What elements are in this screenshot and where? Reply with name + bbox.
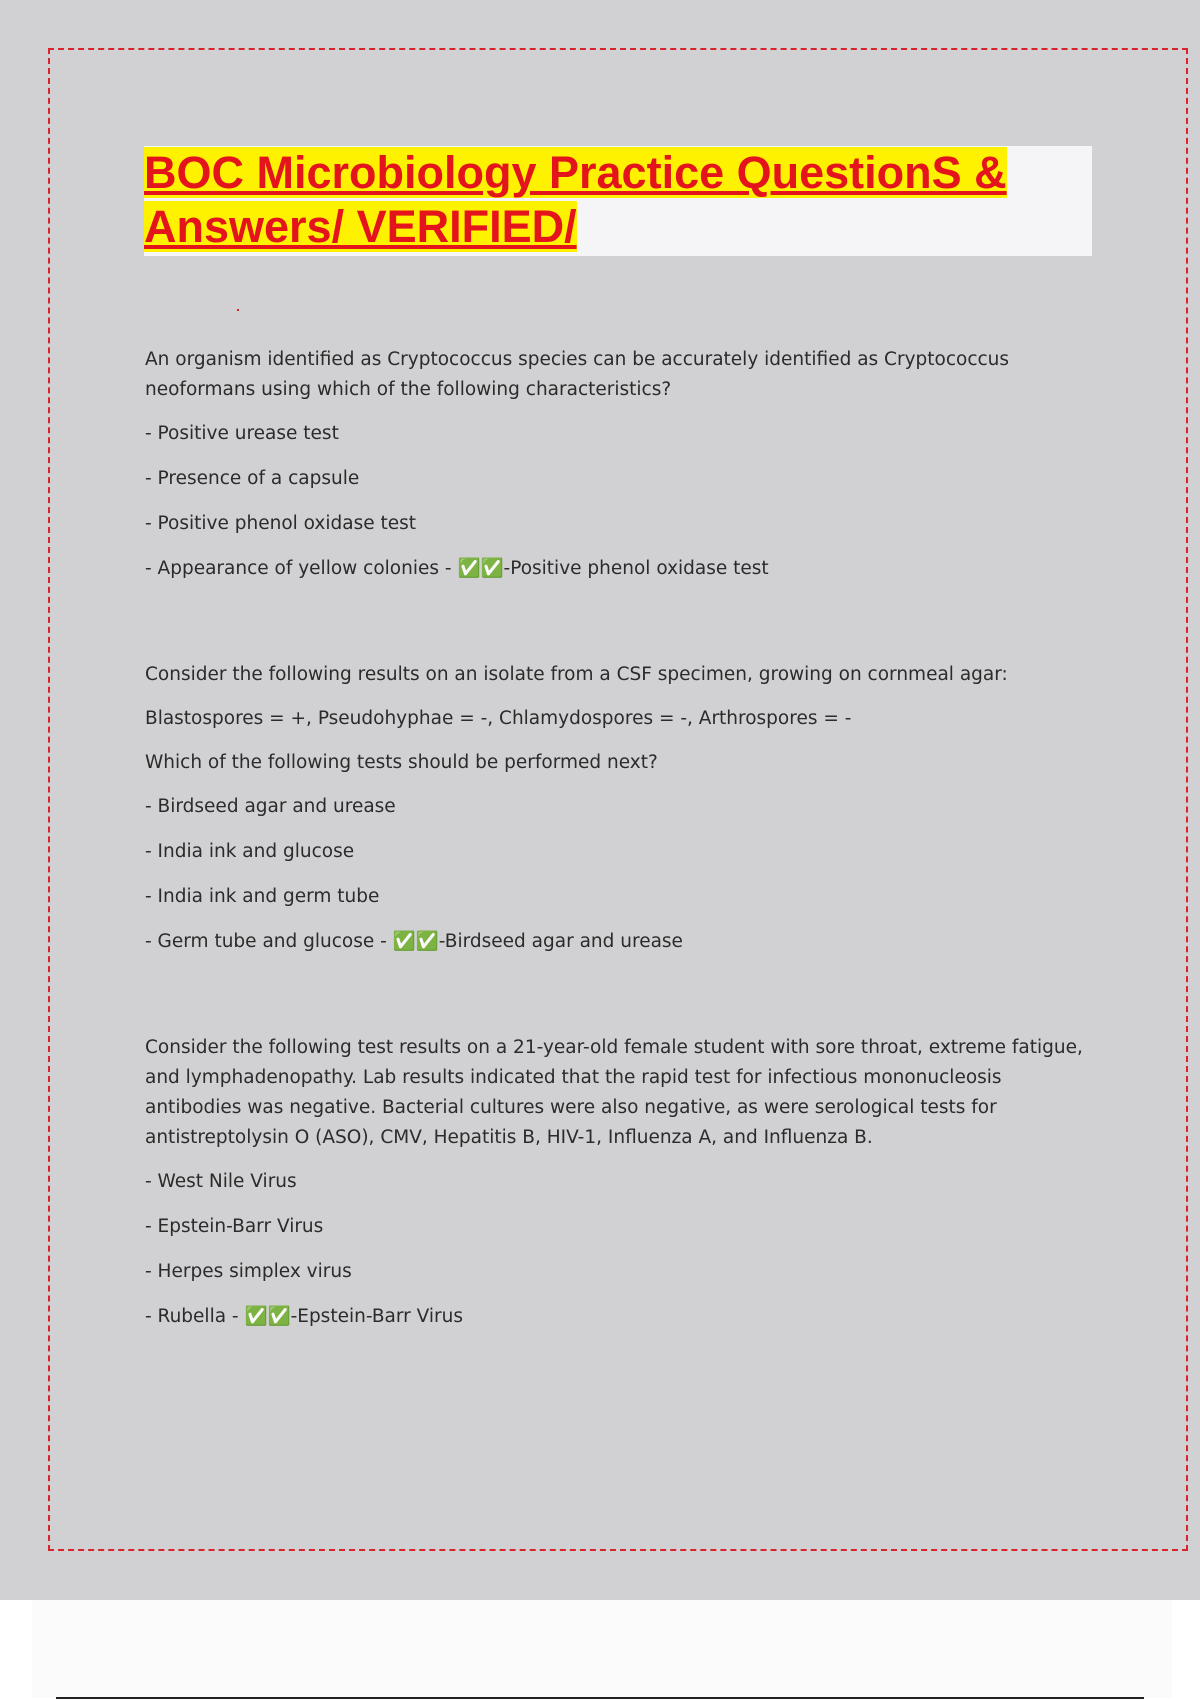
answer-text: -Epstein-Barr Virus: [290, 1306, 463, 1327]
next-page-area: [32, 1600, 1172, 1698]
option-with-answer: [145, 554, 1095, 584]
option: - India ink and germ tube: [145, 886, 380, 907]
option: - Presence of a capsule: [145, 468, 360, 489]
decorative-dot: [237, 309, 239, 311]
check-mark-icon: ✅✅: [457, 558, 504, 579]
option-with-answer: [145, 1302, 1095, 1332]
option: - Herpes simplex virus: [145, 1261, 352, 1282]
option: - Epstein-Barr Virus: [145, 1216, 324, 1237]
option: - Positive urease test: [145, 423, 339, 444]
questions-list: [145, 345, 1095, 1408]
check-mark-icon: ✅✅: [244, 1306, 291, 1327]
footer-divider: [56, 1697, 1144, 1699]
question-stem-results: Blastospores = +, Pseudohyphae = -, Chlamydospores = -, Arthrospores = -: [145, 708, 852, 729]
option: - India ink and glucose: [145, 841, 355, 862]
question-stem: An organism identified as Cryptococcus species can be accurately identified as Cryptococcus neoformans using which of the following characteristics?: [145, 349, 1010, 400]
question-3: [145, 1033, 1095, 1332]
title-box: [144, 146, 1092, 256]
option-with-answer: [145, 927, 1095, 957]
question-1: [145, 345, 1095, 584]
option-text: - Rubella -: [145, 1306, 239, 1327]
question-stem-prompt: Which of the following tests should be performed next?: [145, 752, 658, 773]
question-stem: Consider the following test results on a 21-year-old female student with sore throat, extreme fatigue, and lymphadenopathy. Lab results indicated that the rapid test for infectious mononucleosis antibodies was negative. Bacterial cultures were also negative, as were serological tests for antistreptolysin O (ASO), CMV, Hepatitis B, HIV-1, Influenza A, and Influenza B.: [145, 1037, 1083, 1148]
title-line-2: Answers/ VERIFIED/: [144, 201, 577, 252]
option-text: - Appearance of yellow colonies -: [145, 558, 452, 579]
answer-text: -Positive phenol oxidase test: [503, 558, 769, 579]
title-line-1: BOC Microbiology Practice QuestionS &: [144, 147, 1007, 198]
question-stem: Consider the following results on an isolate from a CSF specimen, growing on cornmeal agar:: [145, 664, 1008, 685]
option: - Positive phenol oxidase test: [145, 513, 417, 534]
question-2: [145, 660, 1095, 957]
page-title: [144, 146, 1092, 254]
option: - Birdseed agar and urease: [145, 796, 396, 817]
check-mark-icon: ✅✅: [392, 931, 439, 952]
option-text: - Germ tube and glucose -: [145, 931, 387, 952]
option: - West Nile Virus: [145, 1171, 297, 1192]
answer-text: -Birdseed agar and urease: [438, 931, 683, 952]
